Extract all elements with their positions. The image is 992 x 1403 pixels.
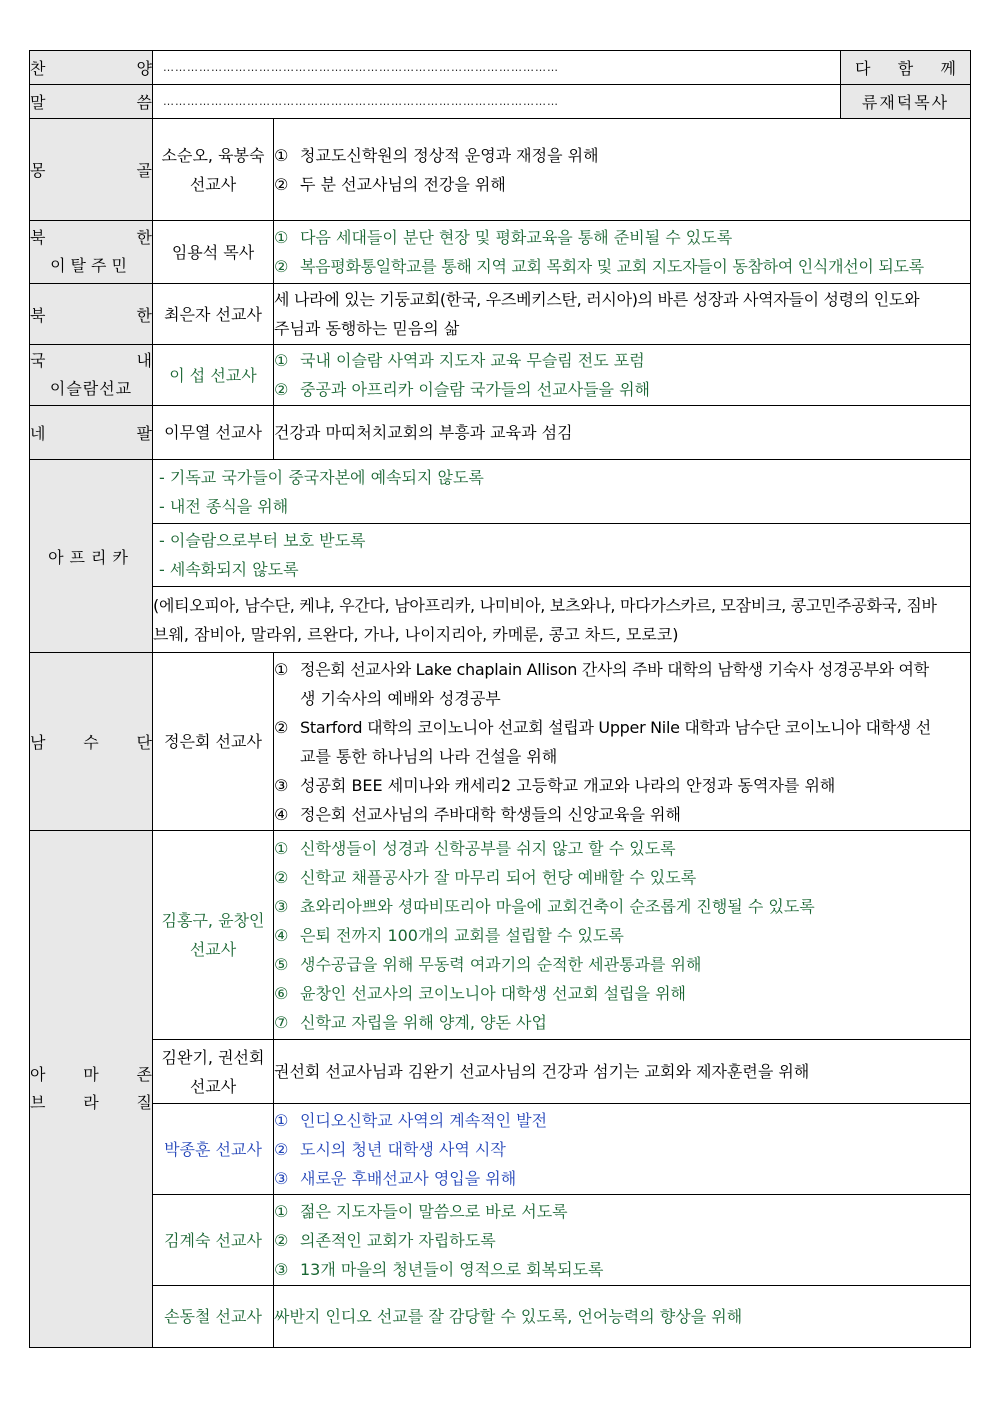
- row-amazon-5: [30, 1286, 971, 1348]
- topics-africa-2: - 이슬람으로부터 보호 받도록 - 세속화되지 않도록: [153, 524, 971, 587]
- missionary-amazon-1: 김홍구, 윤창인 선교사: [153, 831, 274, 1040]
- row-praise: [30, 51, 971, 85]
- topics-south-sudan: [274, 653, 971, 831]
- topics-amazon-3: [274, 1104, 971, 1195]
- row-mongolia: [30, 119, 971, 221]
- list-item: ② 중공과 아프리카 이슬람 국가들의 선교사들을 위해: [274, 380, 651, 399]
- list-item: ④ 정은회 선교사님의 주바대학 학생들의 신앙교육을 위해: [274, 804, 681, 824]
- label-praise: 찬 양: [30, 51, 153, 85]
- list-item: ③ 성공회 BEE 세미나와 캐세리2 고등학교 개교와 나라의 안정과 동역자를 위해: [274, 775, 836, 795]
- row-africa-3: [30, 587, 971, 653]
- list-item: ③ 새로운 후배선교사 영입을 위해: [274, 1168, 517, 1188]
- row-amazon-2: [30, 1040, 971, 1104]
- missionary-amazon-5: 손동철 선교사: [153, 1286, 274, 1348]
- label-south-sudan: 남 수 단: [30, 653, 153, 831]
- missionary-amazon-3: 박종훈 선교사: [153, 1104, 274, 1195]
- missionary-amazon-2: 김완기, 권선회 선교사: [153, 1040, 274, 1104]
- topics-mongolia: [274, 119, 971, 221]
- topics-amazon-1: [274, 831, 971, 1040]
- row-north-korea: [30, 284, 971, 345]
- row-amazon-1: [30, 831, 971, 1040]
- missionary-domestic-islam: 이 섭 선교사: [153, 345, 274, 406]
- praise-dots: ………………………………………………………………………………………: [153, 51, 841, 85]
- prayer-table: [29, 50, 971, 1348]
- label-africa: 아프리카: [30, 460, 153, 653]
- list-item: ③ 13개 마을의 청년들이 영적으로 회복되도록: [274, 1259, 604, 1279]
- list-item: ⑥ 윤창인 선교사의 코이노니아 대학생 선교회 설립을 위해: [274, 983, 687, 1003]
- list-item: ② 두 분 선교사님의 전강을 위해: [274, 174, 506, 194]
- row-nk-defectors: [30, 221, 971, 284]
- row-word: [30, 85, 971, 119]
- list-item: ① 국내 이슬람 사역과 지도자 교육 무슬림 전도 포럼: [274, 351, 645, 370]
- list-item: ① 정은회 선교사와 Lake chaplain Allison 간사의 주바 대학의 남학생 기숙사 성경공부와 여학 생 기숙사의 예배와 성경공부: [274, 659, 929, 708]
- list-item: ④ 은퇴 전까지 100개의 교회를 설립할 수 있도록: [274, 925, 624, 945]
- row-amazon-4: [30, 1195, 971, 1286]
- praise-leader: 다 함 께: [841, 51, 971, 85]
- label-domestic-islam: 국 내 이슬람선교: [30, 345, 153, 406]
- missionary-mongolia: 소순오, 육봉숙 선교사: [153, 119, 274, 221]
- topics-nk-defectors: [274, 221, 971, 284]
- topics-amazon-2: 권선회 선교사님과 김완기 선교사님의 건강과 섬기는 교회와 제자훈련을 위해: [274, 1040, 971, 1104]
- row-amazon-3: [30, 1104, 971, 1195]
- topics-africa-1: - 기독교 국가들이 중국자본에 예속되지 않도록 - 내전 종식을 위해: [153, 460, 971, 524]
- label-amazon: 아 마 존 브 라 질: [30, 831, 153, 1348]
- topics-domestic-islam: [274, 345, 971, 406]
- label-north-korea: 북 한: [30, 284, 153, 345]
- row-africa-1: [30, 460, 971, 524]
- label-nk-defectors: 북 한 이탈주민: [30, 221, 153, 284]
- list-item: ① 청교도신학원의 정상적 운영과 재정을 위해: [274, 145, 599, 165]
- missionary-nepal: 이무열 선교사: [153, 406, 274, 460]
- list-item: ① 다음 세대들이 분단 현장 및 평화교육을 통해 준비될 수 있도록: [274, 228, 733, 247]
- word-dots: ………………………………………………………………………………………: [153, 85, 841, 119]
- missionary-south-sudan: 정은회 선교사: [153, 653, 274, 831]
- row-domestic-islam: [30, 345, 971, 406]
- row-south-sudan: [30, 653, 971, 831]
- list-item: ③ 쵸와리아쁘와 셩따비또리아 마을에 교회건축이 순조롭게 진행될 수 있도록: [274, 896, 815, 916]
- list-item: ⑦ 신학교 자립을 위해 양계, 양돈 사업: [274, 1012, 547, 1032]
- list-item: ① 인디오신학교 사역의 계속적인 발전: [274, 1110, 548, 1130]
- list-item: ② 신학교 채플공사가 잘 마무리 되어 헌당 예배할 수 있도록: [274, 867, 697, 887]
- topics-nepal: 건강과 마띠처치교회의 부흥과 교육과 섬김: [274, 406, 971, 460]
- list-item: ① 젊은 지도자들이 말씀으로 바로 서도록: [274, 1201, 568, 1221]
- row-africa-2: [30, 524, 971, 587]
- list-item: ⑤ 생수공급을 위해 무동력 여과기의 순적한 세관통과를 위해: [274, 954, 702, 974]
- topics-amazon-5: 싸반지 인디오 선교를 잘 감당할 수 있도록, 언어능력의 향상을 위해: [274, 1286, 971, 1348]
- missionary-north-korea: 최은자 선교사: [153, 284, 274, 345]
- list-item: ② Starford 대학의 코이노니아 선교회 설립과 Upper Nile 대학과 남수단 코이노니아 대학생 선 교를 통한 하나님의 나라 건설을 위해: [274, 717, 931, 766]
- list-item: ② 도시의 청년 대학생 사역 시작: [274, 1139, 506, 1159]
- list-item: ② 의존적인 교회가 자립하도록: [274, 1230, 496, 1250]
- topics-amazon-4: [274, 1195, 971, 1286]
- topics-north-korea: 세 나라에 있는 기둥교회(한국, 우즈베키스탄, 러시아)의 바른 성장과 사역자들이 성령의 인도와 주님과 동행하는 믿음의 삶: [274, 284, 971, 345]
- africa-countries: (에티오피아, 남수단, 케냐, 우간다, 남아프리카, 나미비아, 보츠와나, 마다가스카르, 모잠비크, 콩고민주공화국, 짐바 브웨, 잠비아, 말라위, 르완다, 가나, 나이지리아, 카메룬, 콩고 차드, 모로코): [153, 587, 971, 653]
- label-word: 말 씀: [30, 85, 153, 119]
- missionary-amazon-4: 김계숙 선교사: [153, 1195, 274, 1286]
- list-item: ① 신학생들이 성경과 신학공부를 쉬지 않고 할 수 있도록: [274, 838, 676, 858]
- word-preacher: 류재덕목사: [841, 85, 971, 119]
- label-nepal: 네 팔: [30, 406, 153, 460]
- missionary-nk-defectors: 임용석 목사: [153, 221, 274, 284]
- row-nepal: [30, 406, 971, 460]
- list-item: ② 복음평화통일학교를 통해 지역 교회 목회자 및 교회 지도자들이 동참하여 인식개선이 되도록: [274, 257, 924, 276]
- label-mongolia: 몽 골: [30, 119, 153, 221]
